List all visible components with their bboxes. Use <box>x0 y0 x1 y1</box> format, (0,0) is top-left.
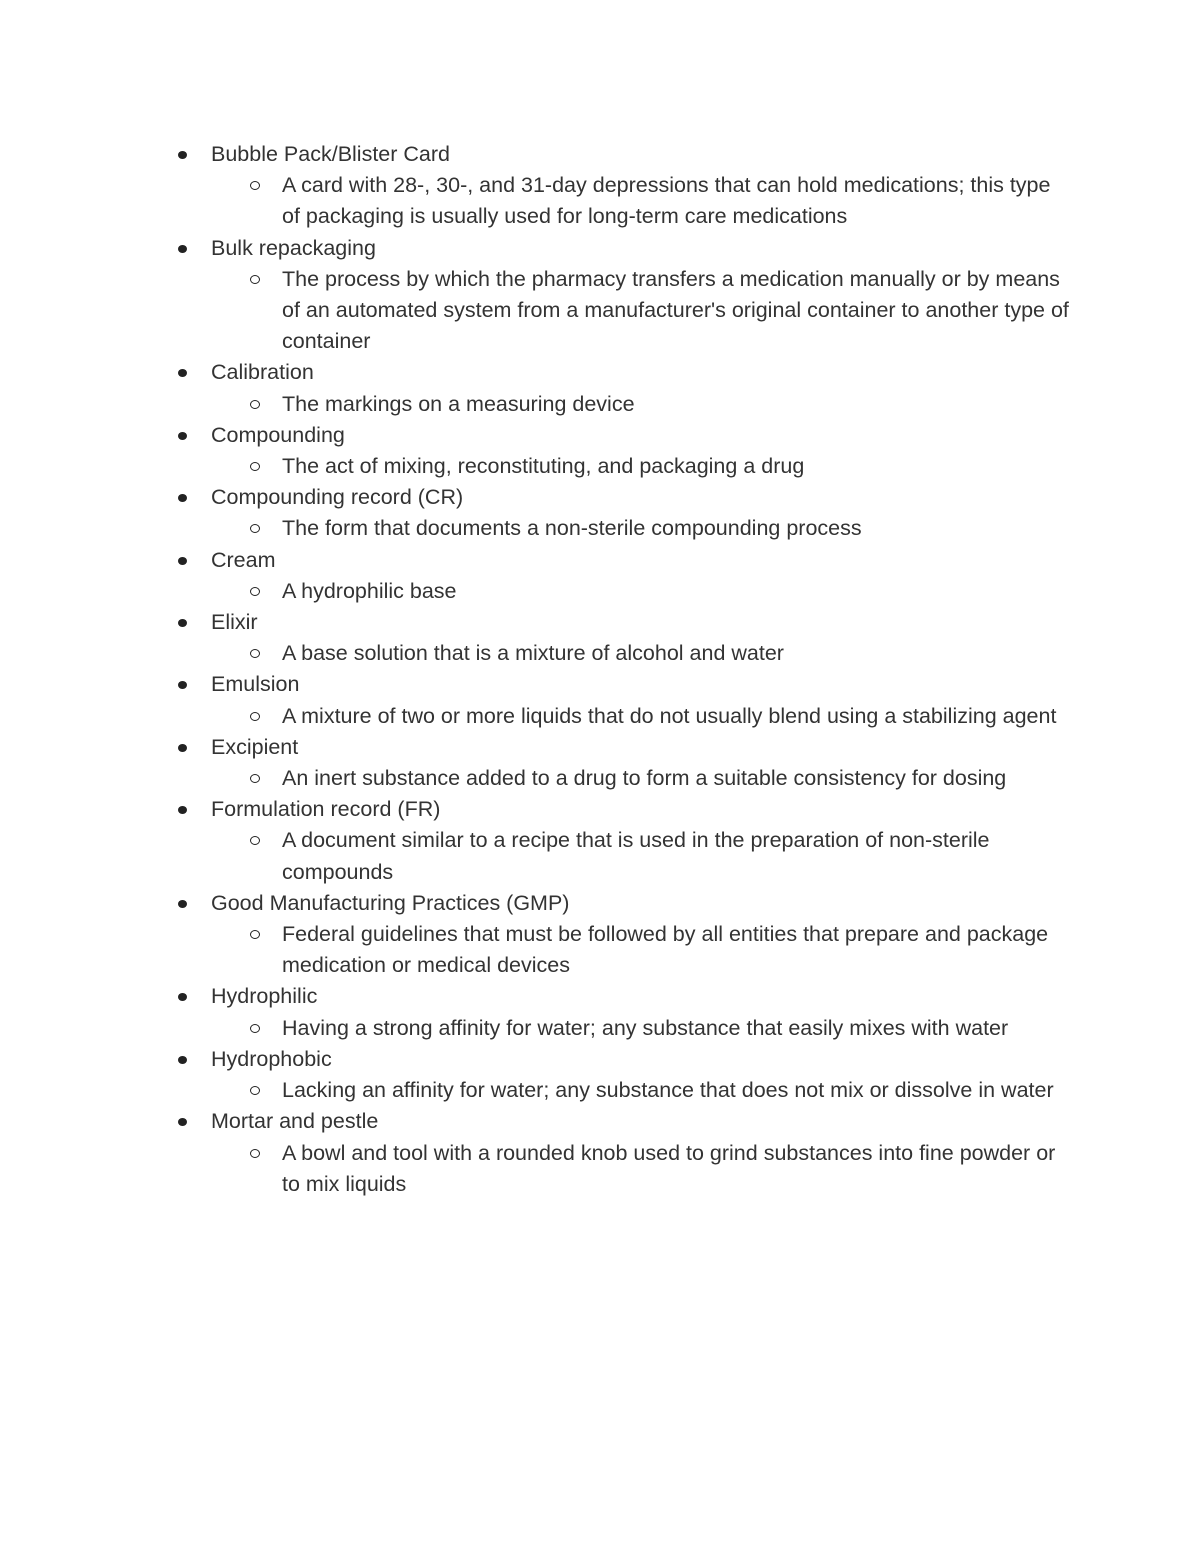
disc-bullet-icon <box>178 432 187 440</box>
glossary-term: Bubble Pack/Blister Card <box>211 142 450 166</box>
glossary-definition: Having a strong affinity for water; any substance that easily mixes with water <box>0 1013 1200 1044</box>
glossary-entry <box>0 233 1200 358</box>
glossary-definition: A document similar to a recipe that is used in the preparation of non-sterile compounds <box>0 825 1200 887</box>
glossary-definition: A base solution that is a mixture of alcohol and water <box>0 638 1200 669</box>
circle-bullet-icon <box>250 400 260 409</box>
circle-bullet-icon <box>250 1149 260 1158</box>
glossary-term: Cream <box>211 547 276 572</box>
circle-bullet-icon <box>250 836 260 845</box>
glossary-definition: A card with 28-, 30-, and 31-day depressions that can hold medications; this type of packaging is usually used for long-term care medications <box>0 170 1200 232</box>
disc-bullet-icon <box>178 151 187 159</box>
disc-bullet-icon <box>178 806 187 814</box>
document-page <box>0 139 1200 1200</box>
circle-bullet-icon <box>250 587 260 596</box>
glossary-definition: A mixture of two or more liquids that do not usually blend using a stabilizing agent <box>0 701 1200 732</box>
glossary-term: Elixir <box>211 610 258 635</box>
glossary-definition: Federal guidelines that must be followed by all entities that prepare and package medication or medical devices <box>0 919 1200 981</box>
circle-bullet-icon <box>250 712 260 721</box>
glossary-entry <box>0 794 1200 888</box>
circle-bullet-icon <box>250 1086 260 1095</box>
glossary-entry <box>0 420 1200 482</box>
glossary-definition: The act of mixing, reconstituting, and packaging a drug <box>0 451 1200 482</box>
disc-bullet-icon <box>178 900 187 908</box>
glossary-entry <box>0 669 1200 731</box>
glossary-term: Calibration <box>211 360 314 385</box>
glossary-definition: An inert substance added to a drug to form a suitable consistency for dosing <box>0 763 1200 794</box>
glossary-term: Formulation record (FR) <box>211 797 441 822</box>
circle-bullet-icon <box>250 275 260 284</box>
disc-bullet-icon <box>178 245 187 253</box>
glossary-term: Hydrophobic <box>211 1046 332 1071</box>
disc-bullet-icon <box>178 681 187 689</box>
circle-bullet-icon <box>250 930 260 939</box>
glossary-term: Good Manufacturing Practices (GMP) <box>211 890 570 915</box>
glossary-definition: The form that documents a non-sterile compounding process <box>0 513 1200 544</box>
glossary-entry <box>0 1044 1200 1106</box>
glossary-term: Compounding <box>211 422 345 447</box>
circle-bullet-icon <box>250 1024 260 1033</box>
glossary-entry <box>0 545 1200 607</box>
circle-bullet-icon <box>250 181 260 190</box>
disc-bullet-icon <box>178 1118 187 1126</box>
glossary-entry <box>0 357 1200 419</box>
glossary-term: Hydrophilic <box>211 984 318 1009</box>
glossary-definition: Lacking an affinity for water; any substance that does not mix or dissolve in water <box>0 1075 1200 1106</box>
glossary-term: Mortar and pestle <box>211 1109 379 1134</box>
glossary-definition: The markings on a measuring device <box>0 389 1200 420</box>
glossary-entry <box>0 732 1200 794</box>
circle-bullet-icon <box>250 774 260 783</box>
glossary-definition: The process by which the pharmacy transfers a medication manually or by means of an automated system from a manufacturer's original container to another type of container <box>0 264 1200 358</box>
glossary-entry <box>0 482 1200 544</box>
glossary-term: Bulk repackaging <box>211 235 376 260</box>
disc-bullet-icon <box>178 744 187 752</box>
circle-bullet-icon <box>250 462 260 471</box>
glossary-entry <box>0 981 1200 1043</box>
glossary-definition: A hydrophilic base <box>0 576 1200 607</box>
circle-bullet-icon <box>250 524 260 533</box>
disc-bullet-icon <box>178 619 187 627</box>
glossary-term: Excipient <box>211 734 299 759</box>
glossary-term: Compounding record (CR) <box>211 485 464 510</box>
glossary-list <box>0 139 1200 1200</box>
disc-bullet-icon <box>178 993 187 1001</box>
glossary-definition: A bowl and tool with a rounded knob used to grind substances into fine powder or to mix liquids <box>0 1138 1200 1200</box>
glossary-entry <box>0 607 1200 669</box>
disc-bullet-icon <box>178 494 187 502</box>
glossary-entry <box>0 139 1200 233</box>
disc-bullet-icon <box>178 1056 187 1064</box>
glossary-entry <box>0 888 1200 982</box>
circle-bullet-icon <box>250 649 260 658</box>
disc-bullet-icon <box>178 369 187 377</box>
disc-bullet-icon <box>178 557 187 565</box>
glossary-term: Emulsion <box>211 672 300 697</box>
glossary-entry <box>0 1106 1200 1200</box>
